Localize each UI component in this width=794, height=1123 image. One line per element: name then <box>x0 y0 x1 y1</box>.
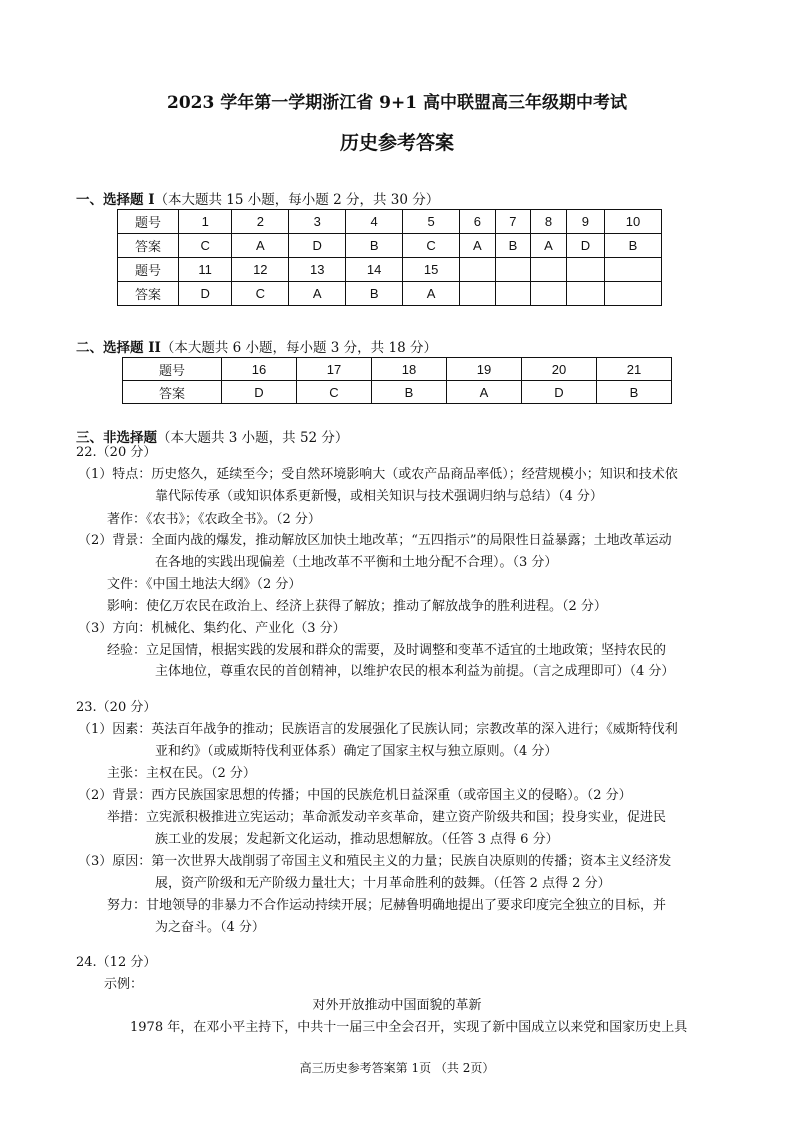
question-row <box>123 358 672 381</box>
cell: 7 <box>495 210 531 234</box>
essay-line: 1978 年，在邓小平主持下，中共十一届三中全会召开，实现了新中国成立以来党和国家历史上具 <box>130 1020 688 1035</box>
cell <box>566 282 604 306</box>
answer-line: 在各地的实践出现偏差（土地改革不平衡和土地分配不合理）。（3 分） <box>155 555 558 570</box>
cell: D <box>289 234 346 258</box>
cell: C <box>232 282 289 306</box>
cell: 21 <box>597 358 672 381</box>
question-row-2 <box>118 258 662 282</box>
cell: 18 <box>372 358 447 381</box>
cell <box>531 258 567 282</box>
answer-line: 经验：立足国情，根据实践的发展和群众的需要，及时调整和变革不适宜的土地政策；坚持农民的 <box>107 643 667 658</box>
cell: 8 <box>531 210 567 234</box>
exam-title: 2023 学年第一学期浙江省 9+1 高中联盟高三年级期中考试 <box>167 93 627 113</box>
cell <box>531 282 567 306</box>
cell: 19 <box>447 358 522 381</box>
row-label: 答案 <box>123 381 222 404</box>
answer-row <box>123 381 672 404</box>
question-row-1 <box>118 210 662 234</box>
cell <box>495 258 531 282</box>
cell: 11 <box>179 258 232 282</box>
answer-key-title: 历史参考答案 <box>339 132 454 154</box>
row-label: 题号 <box>118 258 179 282</box>
answer-line: 主张：主权在民。（2 分） <box>107 766 256 781</box>
answer-table-1 <box>117 209 662 306</box>
cell: 9 <box>566 210 604 234</box>
section-1-desc: （本大题共 15 小题，每小题 2 分，共 30 分） <box>154 192 440 208</box>
cell: 6 <box>460 210 496 234</box>
cell: A <box>531 234 567 258</box>
section-2-label: 二、选择题 II <box>76 340 161 356</box>
answer-line: （2）背景：西方民族国家思想的传播；中国的民族危机日益深重（或帝国主义的侵略）。（2 分） <box>78 788 632 803</box>
answer-line: 亚和约》（或威斯特伐利亚体系）确定了国家主权与独立原则。（4 分） <box>155 744 558 759</box>
row-label: 答案 <box>118 282 179 306</box>
answer-table-2 <box>122 357 672 404</box>
answer-row-2 <box>118 282 662 306</box>
section-1-heading <box>76 188 439 208</box>
cell: 4 <box>346 210 403 234</box>
row-label: 题号 <box>123 358 222 381</box>
section-1-label: 一、选择题 I <box>76 192 155 208</box>
cell <box>495 282 531 306</box>
cell: B <box>346 282 403 306</box>
answer-line: 著作：《农书》；《农政全书》。（2 分） <box>107 512 321 527</box>
answer-line: （2）背景：全面内战的爆发，推动解放区加快土地改革；“五四指示”的局限性日益暴露；土地改革运动 <box>78 533 672 548</box>
page-footer: 高三历史参考答案第 1页 （共 2页） <box>299 1061 495 1075</box>
question-24-header: 24.（12 分） <box>76 955 157 970</box>
cell <box>605 282 662 306</box>
answer-line: （3）方向：机械化、集约化、产业化（3 分） <box>78 621 346 636</box>
section-2-heading <box>76 336 437 356</box>
cell: 3 <box>289 210 346 234</box>
cell: B <box>346 234 403 258</box>
cell: 16 <box>222 358 297 381</box>
cell: B <box>605 234 662 258</box>
cell: C <box>179 234 232 258</box>
section-3-desc: （本大题共 3 小题，共 52 分） <box>157 430 349 446</box>
cell: C <box>297 381 372 404</box>
cell: 5 <box>403 210 460 234</box>
cell: D <box>522 381 597 404</box>
cell: B <box>372 381 447 404</box>
cell: 2 <box>232 210 289 234</box>
cell: A <box>460 234 496 258</box>
essay-title: 对外开放推动中国面貌的革新 <box>312 998 482 1013</box>
cell <box>460 258 496 282</box>
cell: B <box>495 234 531 258</box>
answer-line: 族工业的发展；发起新文化运动，推动思想解放。（任答 3 点得 6 分） <box>155 832 559 847</box>
cell: 10 <box>605 210 662 234</box>
cell <box>605 258 662 282</box>
cell: C <box>403 234 460 258</box>
row-label: 题号 <box>118 210 179 234</box>
cell <box>460 282 496 306</box>
example-label: 示例： <box>104 977 144 992</box>
answer-line: （1）因素：英法百年战争的推动；民族语言的发展强化了民族认同；宗教改革的深入进行；《威斯特伐利 <box>78 722 678 737</box>
cell: 13 <box>289 258 346 282</box>
answer-line: 文件：《中国土地法大纲》（2 分） <box>107 577 302 592</box>
cell: D <box>179 282 232 306</box>
cell: 17 <box>297 358 372 381</box>
cell: A <box>447 381 522 404</box>
cell: 15 <box>403 258 460 282</box>
cell: A <box>289 282 346 306</box>
cell: 14 <box>346 258 403 282</box>
answer-line: 主体地位，尊重农民的首创精神，以维护农民的根本利益为前提。（言之成理即可）（4 分） <box>155 664 675 679</box>
section-3-label: 三、非选择题 <box>76 430 157 446</box>
answer-line: 为之奋斗。（4 分） <box>155 920 265 935</box>
row-label: 答案 <box>118 234 179 258</box>
cell: B <box>597 381 672 404</box>
answer-line: 努力：甘地领导的非暴力不合作运动持续开展；尼赫鲁明确地提出了要求印度完全独立的目标，并 <box>107 898 667 913</box>
cell: 12 <box>232 258 289 282</box>
cell: A <box>232 234 289 258</box>
answer-line: （1）特点：历史悠久，延续至今；受自然环境影响大（或农产品商品率低）；经营规模小；知识和技术依 <box>78 467 678 482</box>
question-22-header: 22.（20 分） <box>76 445 157 460</box>
cell: D <box>222 381 297 404</box>
cell: A <box>403 282 460 306</box>
section-2-desc: （本大题共 6 小题，每小题 3 分，共 18 分） <box>160 340 437 356</box>
cell <box>566 258 604 282</box>
answer-line: 靠代际传承（或知识体系更新慢，或相关知识与技术强调归纳与总结）（4 分） <box>155 489 603 504</box>
question-23-header: 23.（20 分） <box>76 700 157 715</box>
answer-line: （3）原因：第一次世界大战削弱了帝国主义和殖民主义的力量；民族自决原则的传播；资本主义经济发 <box>78 854 672 869</box>
answer-line: 展，资产阶级和无产阶级力量壮大；十月革命胜利的鼓舞。（任答 2 点得 2 分） <box>155 876 611 891</box>
cell: 1 <box>179 210 232 234</box>
answer-line: 举措：立宪派积极推进立宪运动；革命派发动辛亥革命，建立资产阶级共和国；投身实业，促进民 <box>107 810 667 825</box>
answer-line: 影响：使亿万农民在政治上、经济上获得了解放；推动了解放战争的胜利进程。（2 分） <box>107 599 607 614</box>
cell: D <box>566 234 604 258</box>
cell: 20 <box>522 358 597 381</box>
answer-row-1 <box>118 234 662 258</box>
